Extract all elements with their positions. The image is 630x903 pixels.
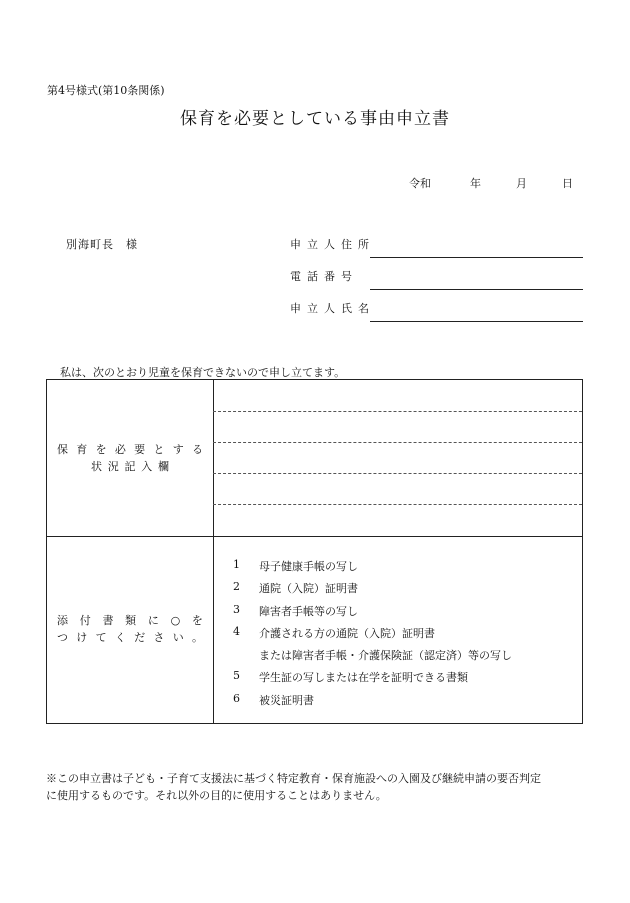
label-char: 記: [124, 460, 136, 473]
list-item[interactable]: 6 被災証明書: [233, 691, 314, 707]
label-char: す: [172, 443, 184, 456]
label-char: 入: [141, 460, 153, 473]
addressee: 別海町長 様: [66, 238, 138, 251]
row-divider: [47, 536, 582, 537]
attachment-list: [233, 558, 512, 714]
list-item[interactable]: 4 介護される方の通院（入院）証明書: [233, 624, 435, 640]
footnote-line: ※この申立書は子ども・子育て支援法に基づく特定教育・保育施設への入園及び継続申請の要否判定: [46, 772, 541, 785]
date-month: 月: [516, 177, 527, 190]
label-char: く: [114, 631, 126, 644]
label-char: つ: [57, 631, 68, 644]
label-char: と: [153, 443, 165, 456]
date-day: 日: [562, 177, 573, 190]
footnote-line: に使用するものです。それ以外の目的に使用することはありません。: [46, 789, 387, 802]
circumstances-label: [47, 441, 213, 475]
label-char: 必: [114, 443, 126, 456]
circumstances-entry-area[interactable]: [214, 380, 583, 535]
applicant-address-label: 申立人住所: [290, 238, 375, 251]
label-char: 書: [102, 614, 114, 627]
label-char: け: [76, 631, 88, 644]
label-char: 育: [76, 443, 88, 456]
footnote: [46, 770, 586, 804]
list-item[interactable]: 1 母子健康手帳の写し: [233, 558, 358, 573]
applicant-address-field[interactable]: [370, 257, 583, 258]
list-item[interactable]: 3 障害者手帳等の写し: [233, 602, 358, 618]
label-char: を: [95, 443, 107, 456]
form-number: 第4号様式(第10条関係): [47, 84, 165, 97]
attachments-label: [47, 612, 213, 646]
list-item-continuation: または障害者手帳・介護保険証（認定済）等の写し: [259, 649, 512, 663]
statement: 私は、次のとおり児童を保育できないので申し立てます。: [60, 366, 346, 379]
label-char: 付: [79, 614, 91, 627]
phone-number-label: 電話番号: [290, 270, 358, 283]
document-title: 保育を必要としている事由申立書: [180, 109, 450, 129]
label-char: だ: [134, 631, 146, 644]
label-char: ○: [170, 614, 181, 627]
label-char: 欄: [158, 460, 169, 473]
label-char: 状: [91, 460, 102, 473]
list-item[interactable]: 2 通院（入院）証明書: [233, 580, 358, 596]
label-char: 保: [57, 443, 68, 456]
date-era: 令和: [409, 177, 431, 190]
label-char: 要: [134, 443, 146, 456]
label-char: 類: [125, 614, 137, 627]
label-char: さ: [153, 631, 165, 644]
label-char: を: [191, 614, 203, 627]
label-char: 況: [107, 460, 119, 473]
label-char: 添: [57, 614, 68, 627]
phone-number-field[interactable]: [370, 289, 583, 290]
label-char: 。: [191, 631, 203, 644]
label-char: い: [172, 631, 184, 644]
applicant-name-label: 申立人氏名: [290, 302, 375, 315]
list-item[interactable]: 5 学生証の写しまたは在学を証明できる書類: [233, 669, 468, 685]
application-table: [46, 379, 583, 724]
applicant-name-field[interactable]: [370, 321, 583, 322]
label-char: て: [95, 631, 107, 644]
date-year: 年: [470, 177, 481, 190]
label-char: に: [147, 614, 159, 627]
label-char: る: [191, 443, 203, 456]
